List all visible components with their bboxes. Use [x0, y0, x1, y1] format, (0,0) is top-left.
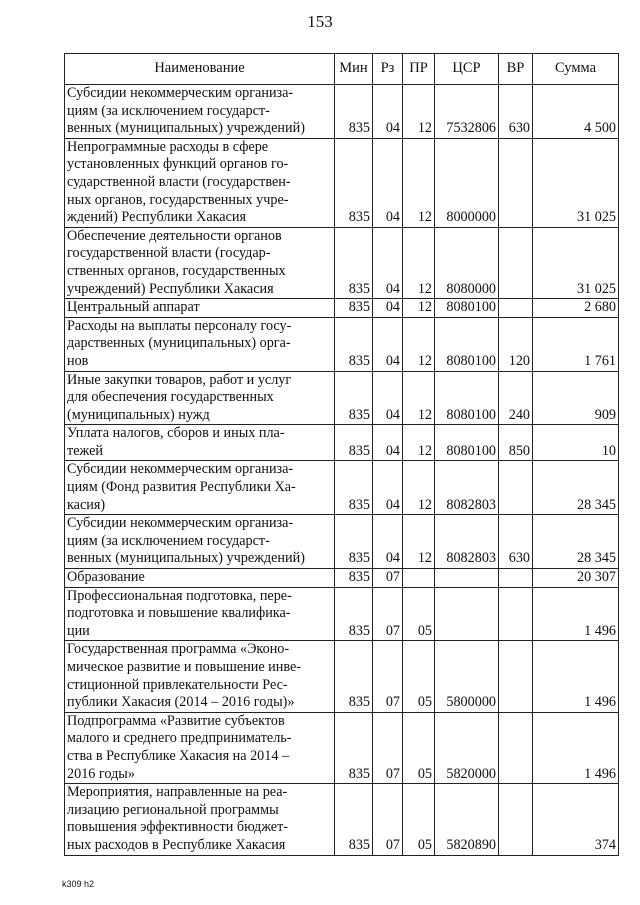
cell-name: Уплата налогов, сборов и иных пла- тежей — [65, 425, 335, 461]
cell-min: 835 — [335, 712, 373, 783]
cell-csr: 8080100 — [435, 371, 499, 425]
cell-sum: 374 — [533, 784, 619, 855]
cell-csr: 7532806 — [435, 85, 499, 139]
cell-vr: 850 — [499, 425, 533, 461]
cell-name: Расходы на выплаты персоналу госу- дарственных (муниципальных) орга- нов — [65, 317, 335, 371]
table-row — [65, 712, 619, 783]
header-rz: Рз — [373, 54, 403, 85]
cell-vr: 630 — [499, 85, 533, 139]
cell-pr: 05 — [403, 587, 435, 641]
cell-csr: 5820000 — [435, 712, 499, 783]
cell-rz: 07 — [373, 641, 403, 712]
cell-pr: 12 — [403, 85, 435, 139]
cell-min: 835 — [335, 515, 373, 569]
cell-vr — [499, 712, 533, 783]
cell-pr: 12 — [403, 299, 435, 318]
cell-name: Профессиональная подготовка, пере- подготовка и повышение квалифика- ции — [65, 587, 335, 641]
table-row — [65, 784, 619, 855]
table-row — [65, 227, 619, 298]
cell-csr: 8082803 — [435, 461, 499, 515]
cell-min: 835 — [335, 784, 373, 855]
cell-sum: 1 761 — [533, 317, 619, 371]
cell-vr: 120 — [499, 317, 533, 371]
table-row — [65, 587, 619, 641]
cell-pr: 12 — [403, 227, 435, 298]
cell-vr — [499, 461, 533, 515]
cell-min: 835 — [335, 371, 373, 425]
cell-sum: 1 496 — [533, 641, 619, 712]
cell-pr: 12 — [403, 515, 435, 569]
table-row — [65, 515, 619, 569]
cell-name: Субсидии некоммерческим организа- циям (Фонд развития Республики Ха- касия) — [65, 461, 335, 515]
header-name: Наименование — [65, 54, 335, 85]
table-row — [65, 138, 619, 227]
cell-sum: 909 — [533, 371, 619, 425]
cell-rz: 07 — [373, 712, 403, 783]
cell-name: Центральный аппарат — [65, 299, 335, 318]
cell-csr — [435, 569, 499, 588]
cell-sum: 2 680 — [533, 299, 619, 318]
cell-sum: 10 — [533, 425, 619, 461]
cell-min: 835 — [335, 227, 373, 298]
table-row — [65, 317, 619, 371]
header-min: Мин — [335, 54, 373, 85]
cell-vr: 630 — [499, 515, 533, 569]
cell-sum: 28 345 — [533, 515, 619, 569]
cell-pr: 12 — [403, 425, 435, 461]
cell-vr: 240 — [499, 371, 533, 425]
cell-sum: 20 307 — [533, 569, 619, 588]
cell-rz: 07 — [373, 569, 403, 588]
cell-csr: 5820890 — [435, 784, 499, 855]
cell-min: 835 — [335, 299, 373, 318]
cell-csr: 8082803 — [435, 515, 499, 569]
cell-min: 835 — [335, 569, 373, 588]
cell-name: Иные закупки товаров, работ и услуг для обеспечения государственных (муниципальных) нужд — [65, 371, 335, 425]
table-row — [65, 569, 619, 588]
cell-csr: 5800000 — [435, 641, 499, 712]
cell-name: Государственная программа «Эконо- мическое развитие и повышение инве- стиционной привлекательности Рес- публики Хакасия (2014 – 2016 годы)» — [65, 641, 335, 712]
cell-sum: 1 496 — [533, 587, 619, 641]
cell-csr: 8080000 — [435, 227, 499, 298]
cell-csr: 8000000 — [435, 138, 499, 227]
cell-name: Субсидии некоммерческим организа- циям (за исключением государст- венных (муниципальных) учреждений) — [65, 85, 335, 139]
cell-csr — [435, 587, 499, 641]
cell-name: Субсидии некоммерческим организа- циям (за исключением государст- венных (муниципальных) учреждений) — [65, 515, 335, 569]
cell-vr — [499, 227, 533, 298]
cell-vr — [499, 569, 533, 588]
cell-rz: 04 — [373, 317, 403, 371]
cell-vr — [499, 299, 533, 318]
footer-code: k309 h2 — [62, 879, 95, 889]
header-row — [65, 54, 619, 85]
cell-min: 835 — [335, 461, 373, 515]
cell-pr: 05 — [403, 712, 435, 783]
cell-pr: 12 — [403, 317, 435, 371]
cell-sum: 4 500 — [533, 85, 619, 139]
cell-rz: 04 — [373, 85, 403, 139]
cell-vr — [499, 587, 533, 641]
table-body — [65, 85, 619, 856]
header-sum: Сумма — [533, 54, 619, 85]
cell-pr: 05 — [403, 641, 435, 712]
cell-sum: 31 025 — [533, 227, 619, 298]
cell-name: Мероприятия, направленные на реа- лизацию региональной программы повышения эффективности бюджет- ных расходов в Республике Хакасия — [65, 784, 335, 855]
cell-rz: 07 — [373, 587, 403, 641]
cell-rz: 04 — [373, 299, 403, 318]
cell-pr: 12 — [403, 138, 435, 227]
header-csr: ЦСР — [435, 54, 499, 85]
header-pr: ПР — [403, 54, 435, 85]
cell-rz: 04 — [373, 227, 403, 298]
cell-min: 835 — [335, 587, 373, 641]
table-row — [65, 85, 619, 139]
cell-pr — [403, 569, 435, 588]
cell-vr — [499, 784, 533, 855]
cell-rz: 07 — [373, 784, 403, 855]
cell-min: 835 — [335, 317, 373, 371]
cell-csr: 8080100 — [435, 317, 499, 371]
cell-rz: 04 — [373, 461, 403, 515]
table-row — [65, 461, 619, 515]
cell-csr: 8080100 — [435, 425, 499, 461]
table-row — [65, 425, 619, 461]
cell-sum: 28 345 — [533, 461, 619, 515]
table-row — [65, 299, 619, 318]
cell-min: 835 — [335, 138, 373, 227]
page-number: 153 — [307, 12, 333, 31]
cell-rz: 04 — [373, 138, 403, 227]
cell-rz: 04 — [373, 515, 403, 569]
cell-sum: 1 496 — [533, 712, 619, 783]
cell-name: Подпрограмма «Развитие субъектов малого и среднего предприниматель- ства в Республике Хакасия на 2014 – 2016 годы» — [65, 712, 335, 783]
cell-csr: 8080100 — [435, 299, 499, 318]
cell-name: Обеспечение деятельности органов государственной власти (государ- ственных органов, государственных учреждений) Республики Хакасия — [65, 227, 335, 298]
cell-name: Непрограммные расходы в сфере установленных функций органов го- сударственной власти (государствен- ных органов, государственных учре- ждений) Республики Хакасия — [65, 138, 335, 227]
cell-vr — [499, 138, 533, 227]
table-row — [65, 641, 619, 712]
cell-rz: 04 — [373, 425, 403, 461]
cell-min: 835 — [335, 641, 373, 712]
cell-min: 835 — [335, 85, 373, 139]
table-row — [65, 371, 619, 425]
header-vr: ВР — [499, 54, 533, 85]
table-header — [65, 54, 619, 85]
cell-vr — [499, 641, 533, 712]
cell-rz: 04 — [373, 371, 403, 425]
cell-min: 835 — [335, 425, 373, 461]
cell-sum: 31 025 — [533, 138, 619, 227]
budget-table — [64, 53, 619, 856]
cell-pr: 05 — [403, 784, 435, 855]
cell-pr: 12 — [403, 461, 435, 515]
cell-pr: 12 — [403, 371, 435, 425]
cell-name: Образование — [65, 569, 335, 588]
